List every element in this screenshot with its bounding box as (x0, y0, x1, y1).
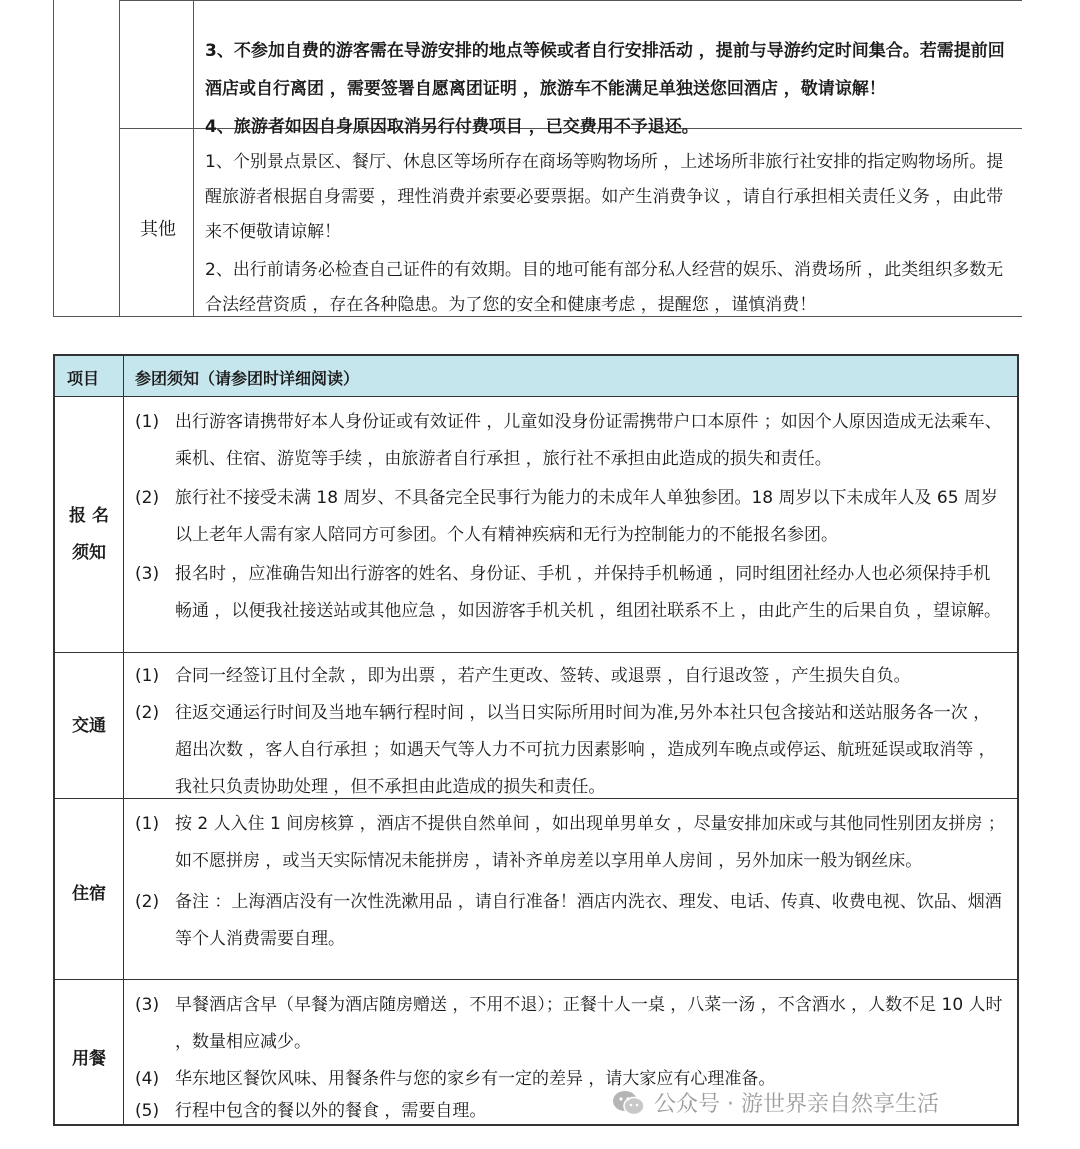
top-row1-line: 3、不参加自费的游客需在导游安排的地点等候或者自行安排活动 ，提前与导游约定时间集合。若需提前回酒店或自行离团 ，需要签署自愿离团证明 ，旅游车不能满足单独送您回酒店 ，敬请谅解！ (205, 41, 1005, 99)
notice-item (135, 806, 1007, 880)
item-number: (2) (135, 488, 160, 508)
top-row2-paragraph: 1、个别景点景区、餐厅、休息区等场所存在商场等购物场所 ，上述场所非旅行社安排的指定购物场所。提醒旅游者根据自身需要 ，理性消费并索要必要票据。如产生消费争议 ，请自行承担相关责任义务 ，由此带来不便敬请谅解！ (205, 152, 1004, 242)
notice-table-header (55, 356, 1017, 397)
top-table-divider-1 (119, 0, 120, 317)
notice-item (135, 556, 1007, 630)
top-table-border-top (119, 0, 1022, 1)
section-label: 交通 (72, 716, 106, 736)
notice-table (53, 354, 1019, 1126)
header-notice-column: 参团须知（请参团时详细阅读） (135, 369, 360, 388)
section-items (135, 658, 1007, 806)
item-text: 出行游客请携带好本人身份证或有效证件 ，儿童如没身份证需携带户口本原件 ；如因个人原因造成无法乘车、乘机、住宿、游览等手续 ，由旅游者自行承担 ，旅行社不承担由此造成的损失和责任。 (175, 412, 1002, 469)
watermark (612, 1087, 939, 1118)
item-number: (1) (135, 666, 160, 686)
section-items (135, 404, 1007, 630)
item-number: (1) (135, 412, 160, 432)
top-table (53, 0, 1022, 317)
section-items (135, 806, 1007, 958)
notice-item (135, 480, 1007, 554)
item-text: 旅行社不接受未满 18 周岁、不具备完全民事行为能力的未成年人单独参团。18 周岁以下未成年人及 65 周岁以上老年人需有家人陪同方可参团。个人有精神疾病和无行为控制能力的不能报名参团。 (175, 488, 998, 545)
section-label: 报 名 须知 (69, 506, 109, 563)
top-table-border-left (53, 0, 54, 317)
watermark-text: 公众号 · 游世界亲自然享生活 (654, 1092, 939, 1117)
item-text: 按 2 人入住 1 间房核算 ，酒店不提供自然单间 ，如出现单男单女 ，尽量安排加床或与其他同性别团友拼房 ；如不愿拼房 ，或当天实际情况未能拼房 ，请补齐单房差以享用单人房间 ，另外加床一般为钢丝床。 (175, 814, 1005, 871)
item-text: 备注 ：上海酒店没有一次性洗漱用品 ，请自行准备！酒店内洗衣、理发、电话、传真、收费电视、饮品、烟酒等个人消费需要自理。 (175, 892, 1002, 949)
header-item-column: 项目 (67, 369, 100, 388)
item-number: (5) (135, 1101, 160, 1121)
item-number: (2) (135, 892, 160, 912)
notice-item (135, 884, 1007, 958)
item-text: 往返交通运行时间及当地车辆行程时间 ，以当日实际所用时间为准,另外本社只包含接站和送站服务各一次 ，超出次数 ，客人自行承担 ；如遇天气等人力不可抗力因素影响 ，造成列车晚点或停运、航班延误或取消等 ，我社只负责协助处理 ，但不承担由此造成的损失和责任。 (175, 703, 996, 797)
item-text: 早餐酒店含早（早餐为酒店随房赠送 ，不用不退）；正餐十人一桌 ，八菜一汤 ，不含酒水 ，人数不足 10 人时 ，数量相应减少。 (175, 995, 1003, 1052)
top-row1-line: 4、旅游者如因自身原因取消另行付费项目 ，已交费用不予退还。 (205, 117, 699, 137)
wechat-icon (612, 1089, 646, 1117)
top-row1-content (205, 32, 1015, 146)
notice-item (135, 658, 1007, 695)
section-accommodation (55, 798, 1017, 980)
notice-item (135, 404, 1007, 478)
section-transport (55, 652, 1017, 799)
top-row2-paragraph: 2、出行前请务必检查自己证件的有效期。目的地可能有部分私人经营的娱乐、消费场所 ，此类组织多数无合法经营资质 ，存在各种隐患。为了您的安全和健康考虑 ，提醒您 ，谨慎消费！ (205, 260, 1004, 315)
item-number: (3) (135, 564, 160, 584)
section-label: 用餐 (72, 1049, 106, 1069)
item-text: 行程中包含的餐以外的餐食 ，需要自理。 (175, 1101, 487, 1121)
top-table-divider-2 (193, 0, 194, 317)
item-number: (3) (135, 995, 160, 1015)
item-number: (2) (135, 703, 160, 723)
item-text: 合同一经签订且付全款 ，即为出票 ，若产生更改、签转、或退票 ，自行退改签 ，产生损失自负。 (175, 666, 911, 686)
item-text: 报名时 ，应准确告知出行游客的姓名、身份证、手机 ，并保持手机畅通 ，同时组团社经办人也必须保持手机畅通 ，以便我社接送站或其他应急 ，如因游客手机关机 ，组团社联系不上 ，由此产生的后果自负 ，望谅解。 (175, 564, 1002, 621)
top-row2-content (205, 145, 1017, 326)
item-text: 华东地区餐饮风味、用餐条件与您的家乡有一定的差异 ，请大家应有心理准备。 (175, 1069, 776, 1089)
top-row2-label: 其他 (140, 219, 176, 240)
section-label: 住宿 (72, 884, 106, 904)
notice-item (135, 987, 1007, 1061)
section-registration (55, 396, 1017, 653)
item-number: (4) (135, 1069, 160, 1089)
notice-item (135, 695, 1007, 806)
item-number: (1) (135, 814, 160, 834)
